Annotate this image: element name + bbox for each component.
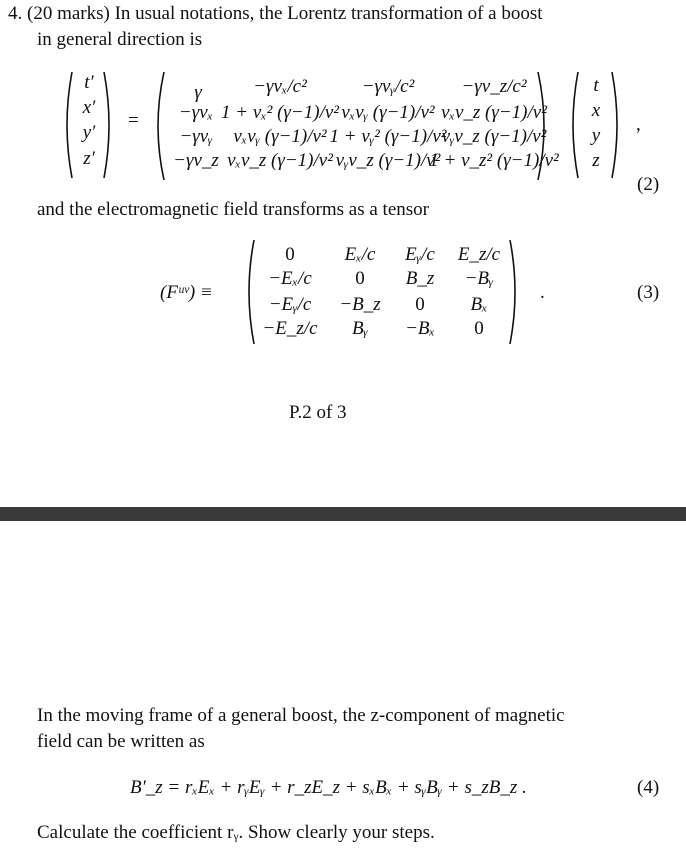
tensor-cell: −E_z/c — [262, 318, 318, 339]
lt-cell: −γv_z — [173, 150, 219, 171]
lhs-y-prime: y′ — [82, 122, 96, 143]
right-paren-tensor — [508, 238, 522, 346]
page-label: P.2 of 3 — [289, 402, 347, 423]
lt-cell: γ — [194, 82, 202, 103]
page-divider — [0, 507, 686, 521]
right-paren-rhs — [610, 70, 624, 180]
tensor-cell: Bₓ — [470, 294, 488, 315]
lhs-x-prime: x′ — [82, 97, 96, 118]
rhs-z: z — [592, 150, 600, 171]
equals-sign: = — [128, 110, 139, 131]
tensor-cell: 0 — [355, 268, 365, 289]
field-tensor-symbol: (Fᵘᵛ) ≡ — [160, 282, 213, 303]
tensor-cell: −Eₓ/c — [268, 268, 312, 289]
tensor-cell: 0 — [415, 294, 425, 315]
lt-cell: −γvᵧ/c² — [361, 76, 415, 97]
left-paren-lhs — [60, 70, 74, 180]
equation-number-3: (3) — [637, 282, 660, 303]
left-paren-tensor — [242, 238, 256, 346]
lt-cell: −γvₓ/c² — [253, 76, 307, 97]
tensor-cell: E_z/c — [457, 244, 501, 265]
tensor-cell: 0 — [474, 318, 484, 339]
equation-number-4: (4) — [637, 777, 660, 798]
tensor-cell: −B_z — [339, 294, 381, 315]
lt-cell: vₓv_z (γ−1)/v² — [441, 102, 547, 123]
eq3-period: . — [540, 282, 545, 303]
tensor-cell: −Bₓ — [405, 318, 435, 339]
tensor-cell: Eᵧ/c — [405, 244, 435, 265]
tensor-cell: Bᵧ — [352, 318, 368, 339]
rhs-x: x — [591, 100, 601, 121]
left-paren-rhs — [566, 70, 580, 180]
tensor-cell: 0 — [285, 244, 295, 265]
lt-cell: 1 + vₓ² (γ−1)/v² — [221, 102, 339, 123]
left-paren-matrix — [150, 70, 166, 182]
task-text: Calculate the coefficient rᵧ. Show clearly your steps. — [37, 822, 435, 843]
tensor-intro: and the electromagnetic field transforms as a tensor — [37, 199, 429, 220]
part2-line-2: field can be written as — [37, 731, 205, 752]
lt-cell: −γvₓ — [178, 102, 214, 123]
lt-cell: vᵧv_z (γ−1)/v² — [441, 126, 547, 147]
equation-3 — [0, 236, 686, 346]
equation-number-2: (2) — [637, 174, 660, 195]
lt-cell: −γvᵧ — [179, 126, 213, 147]
tensor-cell: B_z — [405, 268, 435, 289]
lt-cell: vᵧv_z (γ−1)/v² — [335, 150, 441, 171]
question-line-2: in general direction is — [37, 29, 203, 50]
tensor-cell: −Bᵧ — [464, 268, 494, 289]
lt-cell: −γv_z/c² — [461, 76, 527, 97]
lt-cell: vₓv_z (γ−1)/v² — [227, 150, 333, 171]
rhs-t: t — [593, 75, 599, 96]
equation-4: B′_z = rₓEₓ + rᵧEᵧ + r_zE_z + sₓBₓ + sᵧBᵧ + s_zB_z . — [130, 777, 527, 798]
lt-cell: vₓvᵧ (γ−1)/v² — [341, 102, 435, 123]
equation-2 — [0, 70, 686, 195]
tensor-cell: Eₓ/c — [344, 244, 376, 265]
lhs-z-prime: z′ — [83, 148, 95, 169]
rhs-y: y — [591, 125, 601, 146]
question-line-1: 4. (20 marks) In usual notations, the Lorentz transformation of a boost — [8, 3, 543, 24]
tensor-cell: −Eᵧ/c — [268, 294, 312, 315]
right-paren-lhs — [102, 70, 116, 180]
lt-cell: 1 + v_z² (γ−1)/v² — [429, 150, 559, 171]
lhs-t-prime: t′ — [84, 72, 94, 93]
eq2-comma: , — [636, 114, 641, 135]
lt-cell: 1 + vᵧ² (γ−1)/v² — [329, 126, 447, 147]
part2-line-1: In the moving frame of a general boost, the z-component of magnetic — [37, 705, 565, 726]
lt-cell: vₓvᵧ (γ−1)/v² — [233, 126, 327, 147]
